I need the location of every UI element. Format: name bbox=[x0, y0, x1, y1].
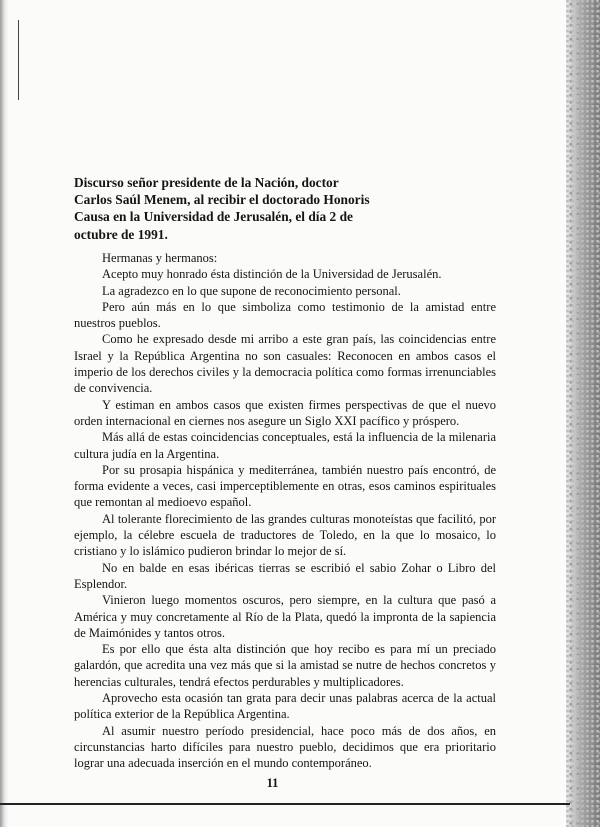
paragraph: Y estiman en ambos casos que existen firmes perspectivas de que el nuevo orden internacional en ciernes nos asegure un Siglo XXI pacífico y próspero. bbox=[74, 397, 496, 428]
document-body bbox=[74, 250, 496, 772]
document-title: Discurso señor presidente de la Nación, doctor Carlos Saúl Menem, al recibir el doctorado Honoris Causa en la Universidad de Jerusalén, el día 2 de octubre de 1991. bbox=[74, 175, 370, 242]
paragraph: Al tolerante florecimiento de las grandes culturas monoteístas que facilitó, por ejemplo, la célebre escuela de traductores de Toledo, en la que lo mosaico, lo cristiano y lo islámico pudieron brindar lo mejor de sí. bbox=[74, 511, 496, 559]
paragraph: La agradezco en lo que supone de reconocimiento personal. bbox=[102, 283, 401, 298]
paragraph: Hermanas y hermanos: bbox=[102, 251, 218, 265]
page-number: 11 bbox=[266, 776, 279, 790]
paragraph: Más allá de estas coincidencias conceptuales, está la influencia de la milenaria cultura judía en la Argentina. bbox=[74, 430, 496, 461]
scan-binding-mark bbox=[18, 20, 19, 100]
paragraph: Pero aún más en lo que simboliza como testimonio de la amistad entre nuestros pueblos. bbox=[74, 299, 496, 331]
paragraph: Al asumir nuestro período presidencial, hace poco más de dos años, en circunstancias harto difíciles para nuestro pueblo, decidimos que era prioritario lograr una adecuada inserción en el mundo contemporáneo. bbox=[74, 723, 496, 771]
paragraph: No en balde en esas ibéricas tierras se escribió el sabio Zohar o Libro del Esplendor. bbox=[74, 560, 496, 591]
scan-left-edge bbox=[0, 0, 8, 827]
scan-bottom-edge bbox=[0, 803, 570, 805]
paragraph: Por su prosapia hispánica y mediterránea, también nuestro país encontró, de forma evidente a veces, casi imperceptiblemente en otras, esos caminos espirituales que remontan al medioevo español. bbox=[74, 462, 496, 510]
scan-right-edge bbox=[566, 0, 600, 827]
paragraph: Acepto muy honrado ésta distinción de la Universidad de Jerusalén. bbox=[102, 267, 442, 282]
paragraph: Vinieron luego momentos oscuros, pero siempre, en la cultura que pasó a América y muy concretamente al Río de la Plata, quedó la impronta de la sapiencia de Maimónides y tantos otros. bbox=[74, 593, 496, 640]
paragraph: Aprovecho esta ocasión tan grata para decir unas palabras acerca de la actual política exterior de la República Argentina. bbox=[74, 691, 496, 722]
paragraph: Es por ello que ésta alta distinción que hoy recibo es para mí un preciado galardón, que acredita una vez más que si la amistad se nutre de hechos concretos y herencias culturales, tendrá efectos perdurables y multiplicadores. bbox=[74, 642, 496, 689]
paragraph: Como he expresado desde mi arribo a este gran país, las coincidencias entre Israel y la República Argentina no son casuales: Reconocen en ambos casos el imperio de los derechos civiles y la democracia política como formas irrenunciables de convivencia. bbox=[74, 332, 496, 396]
